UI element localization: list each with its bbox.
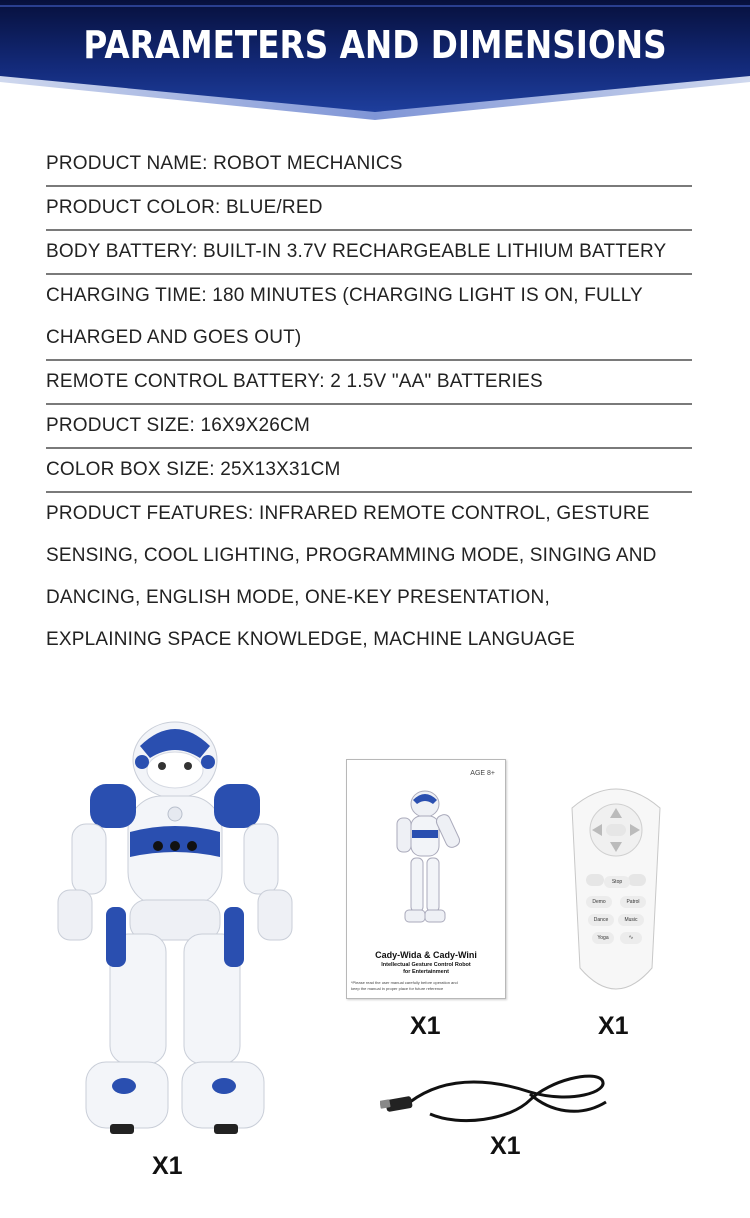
remote-dance-button: Dance — [588, 914, 614, 926]
spec-product-name — [46, 143, 692, 187]
manual-note-1: *Please read the user manual carefully before operation and — [351, 980, 458, 985]
remote-music-button: Music — [618, 914, 644, 926]
spec-remote-battery — [46, 361, 692, 405]
remote-patrol-button: Patrol — [620, 896, 646, 908]
robot-qty-label: X1 — [152, 1152, 183, 1180]
spec-body-battery — [46, 231, 692, 275]
spec-product-size — [46, 405, 692, 449]
spec-line: DANCING, ENGLISH MODE, ONE-KEY PRESENTATION, — [46, 587, 550, 608]
remote-pulse-icon: ∿ — [620, 932, 642, 944]
manual-subtitle-2: for Entertainment — [403, 969, 449, 975]
spec-line: PRODUCT SIZE: 16X9X26CM — [46, 415, 310, 436]
spec-features — [46, 493, 692, 661]
spec-line: PRODUCT NAME: ROBOT MECHANICS — [46, 153, 403, 174]
manual-robot-icon — [385, 784, 465, 934]
manual-title: Cady-Wida & Cady-Wini — [375, 950, 477, 960]
spec-line: PRODUCT COLOR: BLUE/RED — [46, 197, 323, 218]
spec-line: COLOR BOX SIZE: 25X13X31CM — [46, 459, 341, 480]
header-banner — [0, 0, 750, 125]
spec-line: REMOTE CONTROL BATTERY: 2 1.5V "AA" BATTERIES — [46, 371, 543, 392]
spec-line: EXPLAINING SPACE KNOWLEDGE, MACHINE LANGUAGE — [46, 629, 575, 650]
spec-line: BODY BATTERY: BUILT-IN 3.7V RECHARGEABLE LITHIUM BATTERY — [46, 241, 667, 262]
remote-body-icon — [566, 778, 666, 998]
remote-stop-button: Stop — [604, 876, 630, 888]
spec-line: SENSING, COOL LIGHTING, PROGRAMMING MODE, SINGING AND — [46, 545, 657, 566]
manual-subtitle-1: Intellectual Gesture Control Robot — [381, 962, 471, 968]
usb-cable-image — [380, 1072, 620, 1132]
spec-line: CHARGED AND GOES OUT) — [46, 327, 302, 348]
page-title: PARAMETERS AND DIMENSIONS — [83, 23, 667, 67]
spec-line: PRODUCT FEATURES: INFRARED REMOTE CONTROL, GESTURE — [46, 503, 650, 524]
spec-box-size — [46, 449, 692, 493]
remote-yoga-button: Yoga — [592, 932, 614, 944]
remote-demo-button: Demo — [586, 896, 612, 908]
manual-image — [346, 759, 506, 999]
remote-image — [566, 778, 666, 998]
manual-qty-label: X1 — [410, 1012, 441, 1040]
spec-list — [46, 143, 692, 661]
spec-charging-time — [46, 275, 692, 361]
spec-product-color — [46, 187, 692, 231]
manual-age: AGE 8+ — [470, 770, 495, 777]
spec-line: CHARGING TIME: 180 MINUTES (CHARGING LIGHT IS ON, FULLY — [46, 285, 643, 306]
remote-qty-label: X1 — [598, 1012, 629, 1040]
manual-note-2: keep the manual in proper place for future reference — [351, 986, 444, 991]
cable-qty-label: X1 — [490, 1132, 521, 1160]
robot-image — [50, 712, 300, 1152]
